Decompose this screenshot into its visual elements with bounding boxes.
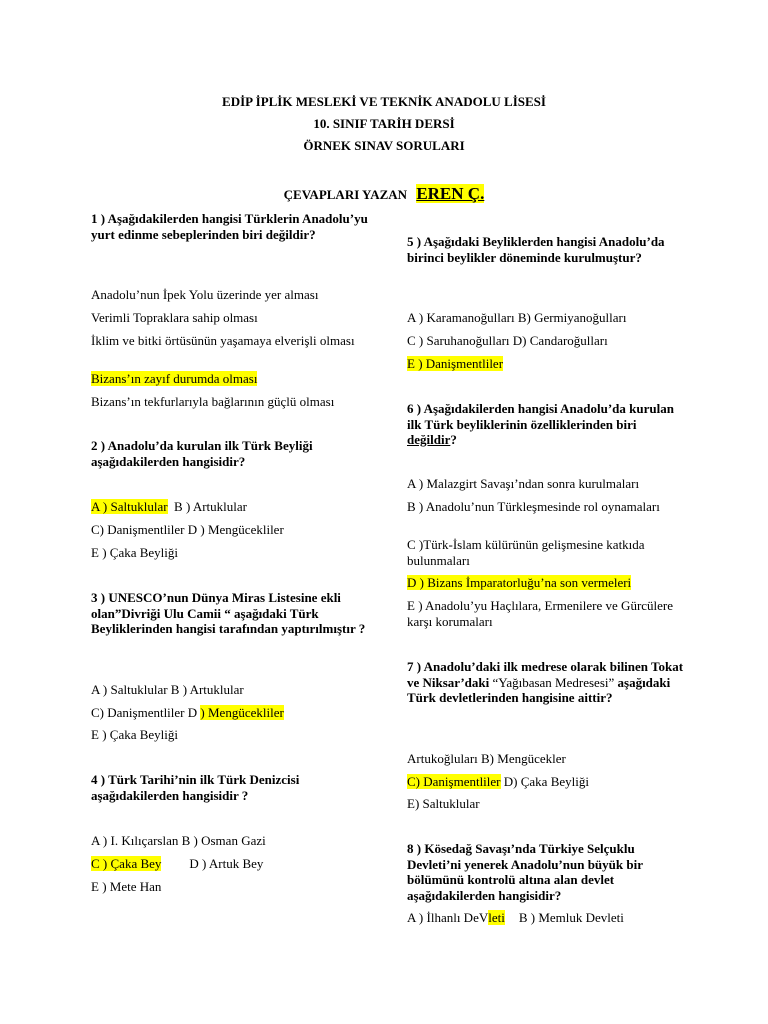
q3-option-c: C) Danişmentliler D (91, 705, 201, 720)
q1-option-3: İklim ve bitki örtüsünün yaşamaya elverişli olması (91, 333, 355, 348)
q7-option-e: E) Saltuklular (407, 796, 480, 811)
q1-option-1: Anadolu’nun İpek Yolu üzerinde yer alması (91, 287, 319, 302)
q5-option-cd: C ) Saruhanoğulları D) Candaroğulları (407, 333, 608, 348)
question-4: 4 ) Türk Tarihi’nin ilk Türk Denizcisi aşağıdakilerden hangisidir ? (91, 772, 300, 803)
q6-option-b: B ) Anadolu’nun Türkleşmesinde rol oynamaları (407, 499, 660, 514)
author-name: EREN Ç. (416, 184, 485, 203)
class-title: 10. SINIF TARİH DERSİ (313, 116, 455, 131)
q7-answer-highlight: C) Danişmentliler (407, 774, 501, 789)
question-7 (407, 659, 685, 706)
q5-option-e (407, 356, 685, 372)
author-line (0, 184, 768, 204)
q7-text-end: aşağıdaki Türk devletlerinden hangisine aittir? (407, 674, 671, 705)
q4-option-d: D ) Artuk Bey (189, 856, 264, 871)
q8-highlight: leti (488, 910, 505, 925)
school-name: EDİP İPLİK MESLEKİ VE TEKNİK ANADOLU LİSESİ (222, 94, 546, 109)
q1-option-2: Verimli Topraklara sahip olması (91, 310, 258, 325)
q7-option-ab: Artukoğluları B) Mengücekler (407, 751, 566, 766)
question-6 (407, 401, 685, 448)
q4-option-e: E ) Mete Han (91, 879, 162, 894)
question-5: 5 ) Aşağıdaki Beyliklerden hangisi Anadolu’da birinci beylikler döneminde kurulmuştur? (407, 234, 665, 265)
q5-answer-highlight: E ) Danişmentliler (407, 356, 504, 371)
question-1: 1 ) Aşağıdakilerden hangisi Türklerin Anadolu’yu yurt edinme sebeplerinden biri değildir? (91, 211, 368, 242)
q4-answer-highlight: C ) Çaka Bey (91, 856, 162, 871)
question-2: 2 ) Anadolu’da kurulan ilk Türk Beyliği aşağıdakilerden hangisidir? (91, 438, 313, 469)
q3-option-e: E ) Çaka Beyliği (91, 727, 179, 742)
q6-option-a: A ) Malazgirt Savaşı’ndan sonra kurulmaları (407, 476, 640, 491)
q8-option-b: B ) Memluk Devleti (518, 910, 624, 925)
q4-option-cd (91, 856, 369, 872)
q8-option-ab (407, 910, 685, 926)
q1-option-5: Bizans’ın tekfurlarıyla bağlarının güçlü olması (91, 394, 335, 409)
q1-answer-highlight: Bizans’ın zayıf durumda olması (91, 371, 258, 386)
q3-option-ab: A ) Saltuklular B ) Artuklular (91, 682, 244, 697)
q6-option-d (407, 575, 685, 591)
q6-answer-highlight: D ) Bizans İmparatorluğu’na son vermeleri (407, 575, 632, 590)
q7-option-d: D) Çaka Beyliği (500, 774, 589, 789)
q2-option-cd: C) Danişmentliler D ) Mengücekliler (91, 522, 284, 537)
q7-text: 7 ) Anadolu’daki ilk medrese olarak bilinen Tokat ve Niksar’daki (407, 659, 684, 690)
q7-option-cd (407, 774, 685, 790)
q4-option-ab: A ) I. Kılıçarslan B ) Osman Gazi (91, 833, 266, 848)
q5-option-ab: A ) Karamanoğulları B) Germiyanoğulları (407, 310, 627, 325)
q2-option-b: B ) Artuklular (174, 499, 247, 514)
q2-option-e: E ) Çaka Beyliği (91, 545, 179, 560)
q7-medrese-name: “Yağıbasan Medresesi” (492, 674, 615, 690)
q8-option-a: A ) İlhanlı DeV (407, 910, 489, 925)
q2-option-ab (91, 499, 369, 515)
q3-option-cd (91, 705, 369, 721)
q1-option-4 (91, 371, 369, 387)
q6-emphasis: değildir (407, 432, 451, 447)
q6-text: 6 ) Aşağıdakilerden hangisi Anadolu’da kurulan ilk Türk beyliklerinin özelliklerinden biri (407, 401, 674, 432)
q6-option-e: E ) Anadolu’yu Haçlılara, Ermenilere ve Gürcülere karşı korumaları (407, 598, 674, 629)
q6-option-c: C )Türk-İslam külürünün gelişmesine katkıda bulunmaları (407, 537, 645, 568)
exam-title: ÖRNEK SINAV SORULARI (303, 138, 465, 153)
q6-qmark: ? (450, 432, 457, 447)
author-label: ÇEVAPLARI YAZAN (283, 187, 408, 202)
q2-answer-highlight: A ) Saltuklular (91, 499, 168, 514)
question-8: 8 ) Kösedağ Savaşı’nda Türkiye Selçuklu Devleti’ni yenerek Anadolu’nun büyük bir bölümünü kontrolü altına alan devlet aşağıdakilerden hangisidir? (407, 841, 643, 903)
question-3: 3 ) UNESCO’nun Dünya Miras Listesine ekli olan”Divriği Ulu Camii “ aşağıdaki Türk Beyliklerinden hangisi tarafından yaptırılmıştır ? (91, 590, 366, 636)
q3-answer-highlight: ) Mengücekliler (200, 705, 284, 720)
